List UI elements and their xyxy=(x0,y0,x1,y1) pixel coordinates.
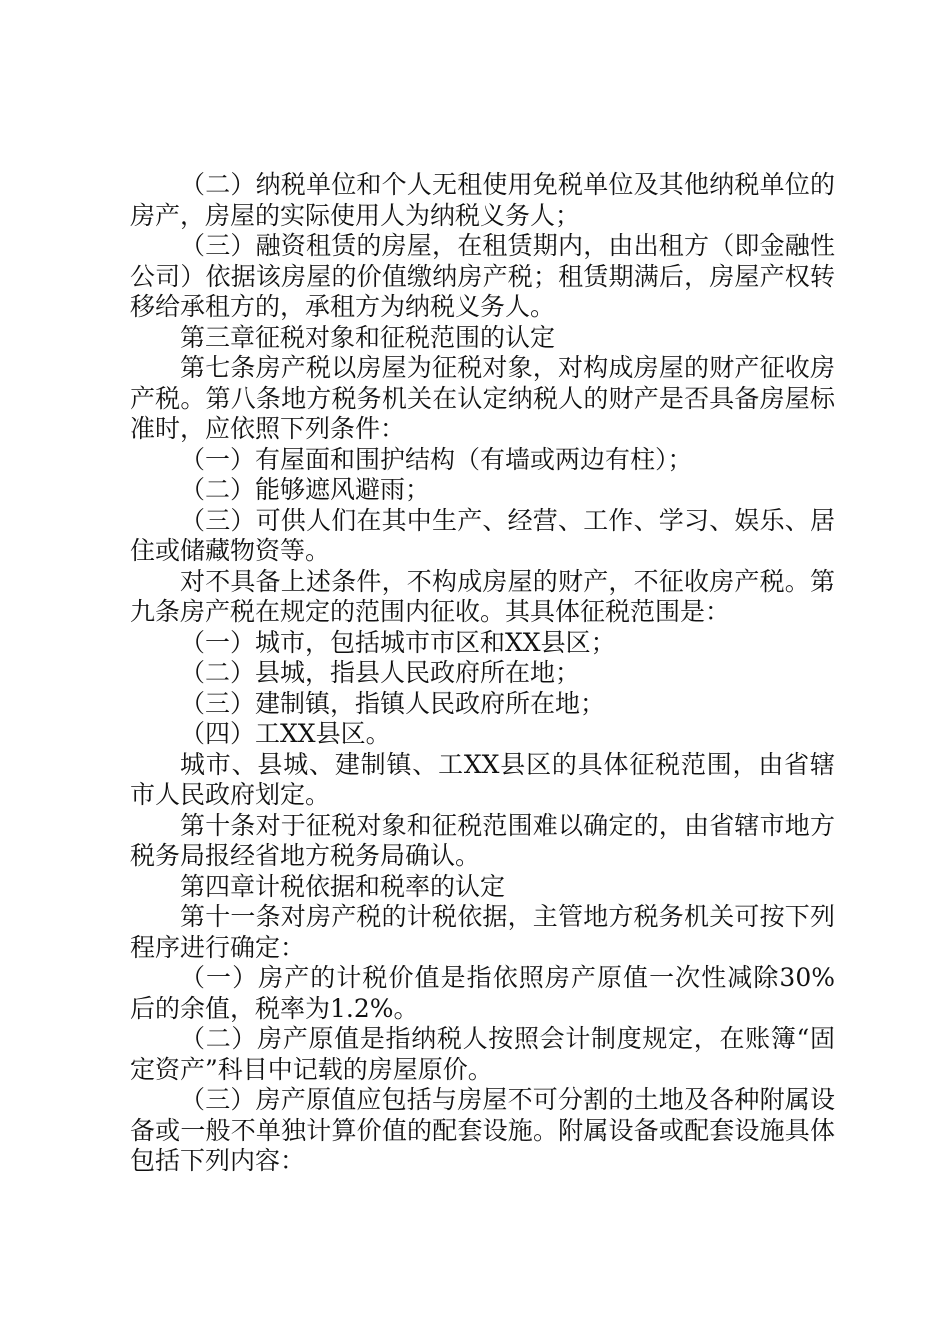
paragraph: 第七条房产税以房屋为征税对象，对构成房屋的财产征收房产税。第八条地方税务机关在认定纳税人的财产是否具备房屋标准时，应依照下列条件： xyxy=(130,353,835,443)
paragraph: （一）城市，包括城市市区和XX县区； xyxy=(180,627,616,657)
paragraph: 城市、县城、建制镇、工XX县区的具体征税范围，由省辖市人民政府划定。 xyxy=(130,749,835,809)
paragraph: （二）能够遮风避雨； xyxy=(180,475,431,504)
paragraph: 第十一条对房产税的计税依据，主管地方税务机关可按下列程序进行确定： xyxy=(130,902,835,962)
paragraph: （三）房产原值应包括与房屋不可分割的土地及各种附属设备或一般不单独计算价值的配套设施。附属设备或配套设施具体包括下列内容： xyxy=(130,1085,835,1175)
chapter-heading: 第四章计税依据和税率的认定 xyxy=(180,871,506,901)
paragraph: （三）可供人们在其中生产、经营、工作、学习、娱乐、居住或储藏物资等。 xyxy=(130,505,835,565)
paragraph: （一）有屋面和围护结构（有墙或两边有柱）； xyxy=(180,444,693,474)
paragraph: （四）工XX县区。 xyxy=(180,719,391,748)
paragraph: （二）纳税单位和个人无租使用免税单位及其他纳税单位的房产，房屋的实际使用人为纳税义务人； xyxy=(130,170,835,230)
paragraph: （一）房产的计税价值是指依照房产原值一次性减除30%后的余值，税率为1.2%。 xyxy=(130,963,835,1023)
paragraph: 第十条对于征税对象和征税范围难以确定的，由省辖市地方税务局报经省地方税务局确认。 xyxy=(130,810,835,870)
document-body xyxy=(130,170,835,1177)
chapter-heading: 第三章征税对象和征税范围的认定 xyxy=(180,322,556,352)
paragraph: （三）融资租赁的房屋，在租赁期内，由出租方（即金融性公司）依据该房屋的价值缴纳房产税；租赁期满后，房屋产权转移给承租方的，承租方为纳税义务人。 xyxy=(130,231,835,321)
paragraph: 对不具备上述条件，不构成房屋的财产，不征收房产税。第九条房产税在规定的范围内征收。其具体征税范围是： xyxy=(130,566,835,626)
paragraph: （二）房产原值是指纳税人按照会计制度规定，在账簿“固定资产”科目中记载的房屋原价。 xyxy=(130,1024,835,1084)
paragraph: （三）建制镇，指镇人民政府所在地； xyxy=(180,688,606,718)
paragraph: （二）县城，指县人民政府所在地； xyxy=(180,658,581,687)
